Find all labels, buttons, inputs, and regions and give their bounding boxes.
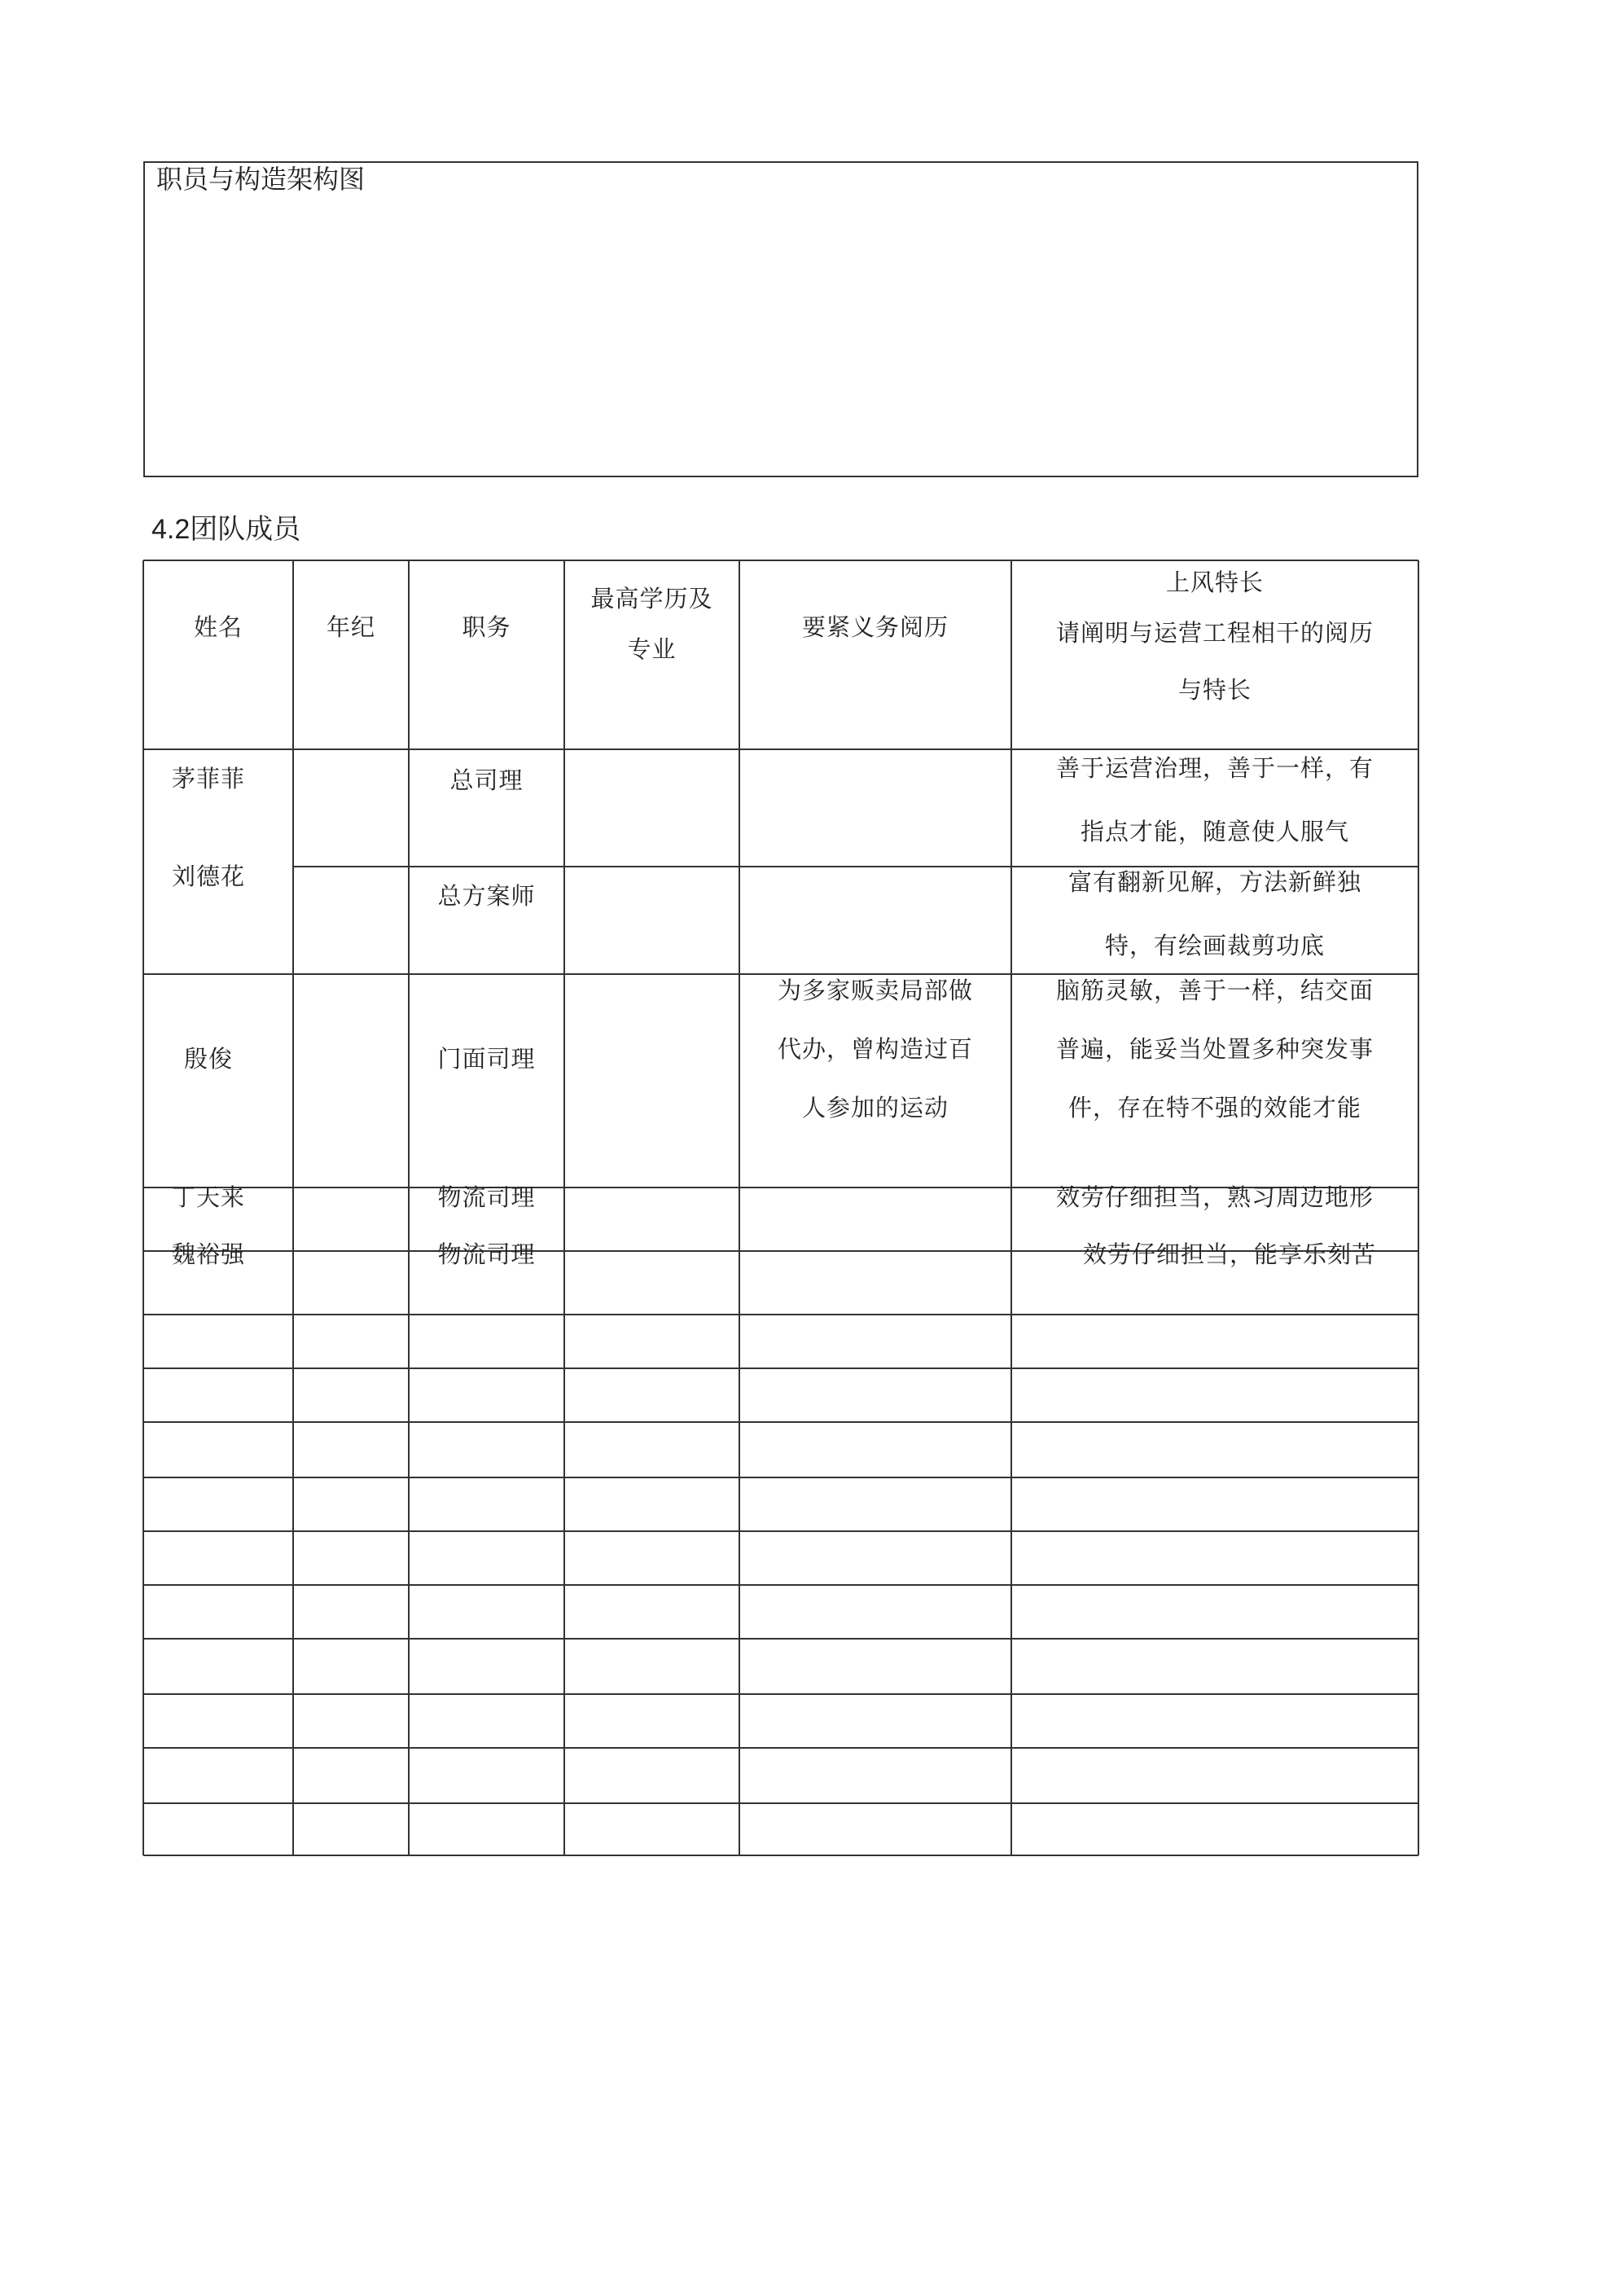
header-position: 职务	[462, 613, 511, 641]
org-chart-title: 职员与构造架构图	[156, 164, 366, 195]
row4-position: 物流司理	[437, 1183, 536, 1211]
header-education: 最高学历及 专业	[590, 585, 713, 663]
row3-name: 殷俊	[183, 1045, 233, 1073]
header-skills-sub: 请阐明与运营工程相干的阅历 与特长	[1055, 619, 1374, 704]
row5-name: 魏裕强	[171, 1240, 245, 1268]
header-age: 年纪	[326, 613, 375, 641]
org-chart-box	[143, 161, 1418, 477]
row2-position: 总方案师	[437, 882, 536, 910]
header-skills-title: 上风特长	[1165, 569, 1264, 596]
row3-experience: 为多家贩卖局部做 代办，曾构造过百 人参加的运动	[777, 977, 973, 1122]
row4-name: 丁天来	[171, 1183, 245, 1211]
row2-name: 刘德花	[171, 863, 245, 890]
section-title: 4.2团队成员	[151, 514, 301, 545]
header-name: 姓名	[193, 613, 243, 641]
row5-skills: 效劳仔细担当，能享乐刻苦	[1082, 1240, 1376, 1268]
row2-skills: 富有翻新见解，方法新鲜独 特，有绘画裁剪功底	[1067, 868, 1361, 959]
row3-skills: 脑筋灵敏，善于一样，结交面 普遍，能妥当处置多种突发事 件，存在特不强的效能才能	[1055, 977, 1374, 1122]
row3-position: 门面司理	[437, 1045, 536, 1073]
row5-position: 物流司理	[437, 1240, 536, 1268]
row1-skills: 善于运营治理，善于一样，有 指点才能，随意使人服气	[1055, 754, 1374, 845]
row4-skills: 效劳仔细担当，熟习周边地形	[1055, 1183, 1374, 1211]
row1-position: 总司理	[449, 766, 524, 794]
row1-name: 茅菲菲	[171, 765, 245, 792]
header-experience: 要紧义务阅历	[801, 613, 949, 641]
